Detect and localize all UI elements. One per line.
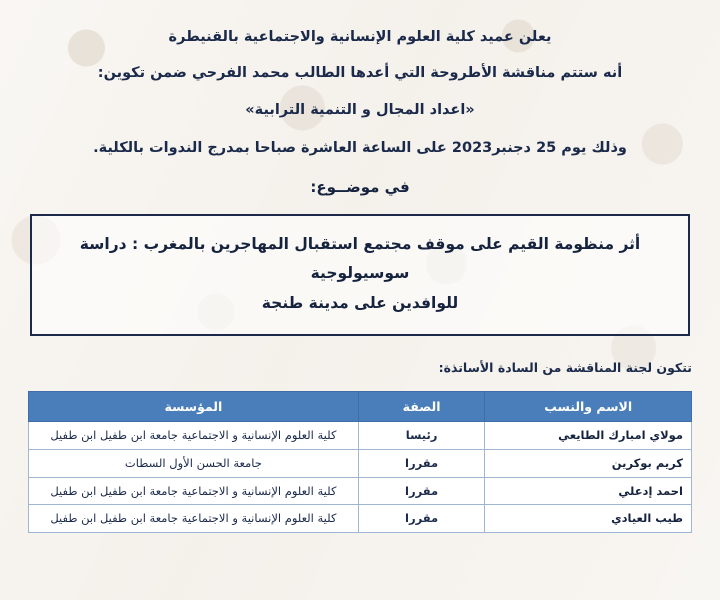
cell-name: طيب العيادي — [485, 505, 692, 533]
cell-name: مولاي امبارك الطايعي — [485, 422, 692, 450]
cell-role: مقررا — [358, 449, 485, 477]
column-header-org: المؤسسة — [29, 392, 359, 422]
committee-table-body — [29, 422, 692, 533]
cell-org: كلية العلوم الإنسانية و الاجتماعية جامعة ابن طفيل ابن طفيل — [29, 505, 359, 533]
table-header-row — [29, 392, 692, 422]
cell-org: كلية العلوم الإنسانية و الاجتماعية جامعة ابن طفيل ابن طفيل — [29, 477, 359, 505]
cell-role: مقررا — [358, 477, 485, 505]
announcement-line-dean: يعلن عميد كلية العلوم الإنسانية والاجتماعية بالقنيطرة — [168, 29, 552, 45]
subject-label: في موضــوع: — [310, 177, 410, 196]
cell-org: جامعة الحسن الأول السطات — [29, 449, 359, 477]
table-row — [29, 449, 692, 477]
student-name: محمد الفرحي — [191, 65, 290, 82]
cell-role: مقررا — [358, 505, 485, 533]
cell-role: رئيسا — [358, 422, 485, 450]
committee-table-head — [29, 392, 692, 422]
column-header-name: الاسم والنسب — [485, 392, 692, 422]
announcement-line-program: «اعداد المجال و التنمية الترابية» — [245, 101, 475, 118]
committee-note: تتكون لجنة المناقشة من السادة الأساتذة: — [438, 360, 692, 376]
cell-name: احمد إدعلي — [485, 477, 692, 505]
announcement-line-datetime: وذلك يوم 25 دجنبر2023 على الساعة العاشرة صباحا بمدرج الندوات بالكلية. — [93, 140, 627, 157]
table-row — [29, 477, 692, 505]
thesis-subject-line-2: للوافدين على مدينة طنجة — [261, 293, 459, 312]
thesis-intro-suffix: ضمن تكوين: — [97, 65, 187, 82]
thesis-subject-line-1: أثر منظومة القيم على موقف مجتمع استقبال المهاجرين بالمغرب : دراسة سوسيولوجية — [79, 234, 641, 283]
cell-name: كريم بوكرين — [485, 449, 692, 477]
announcement-line-student — [22, 62, 698, 84]
table-row — [29, 505, 692, 533]
table-row — [29, 422, 692, 450]
committee-table — [28, 391, 692, 533]
column-header-role: الصفة — [358, 392, 485, 422]
thesis-subject-box — [30, 214, 690, 336]
thesis-intro-text: أنه ستتم مناقشة الأطروحة التي أعدها الطالب — [294, 65, 623, 82]
cell-org: كلية العلوم الإنسانية و الاجتماعية جامعة ابن طفيل ابن طفيل — [29, 422, 359, 450]
